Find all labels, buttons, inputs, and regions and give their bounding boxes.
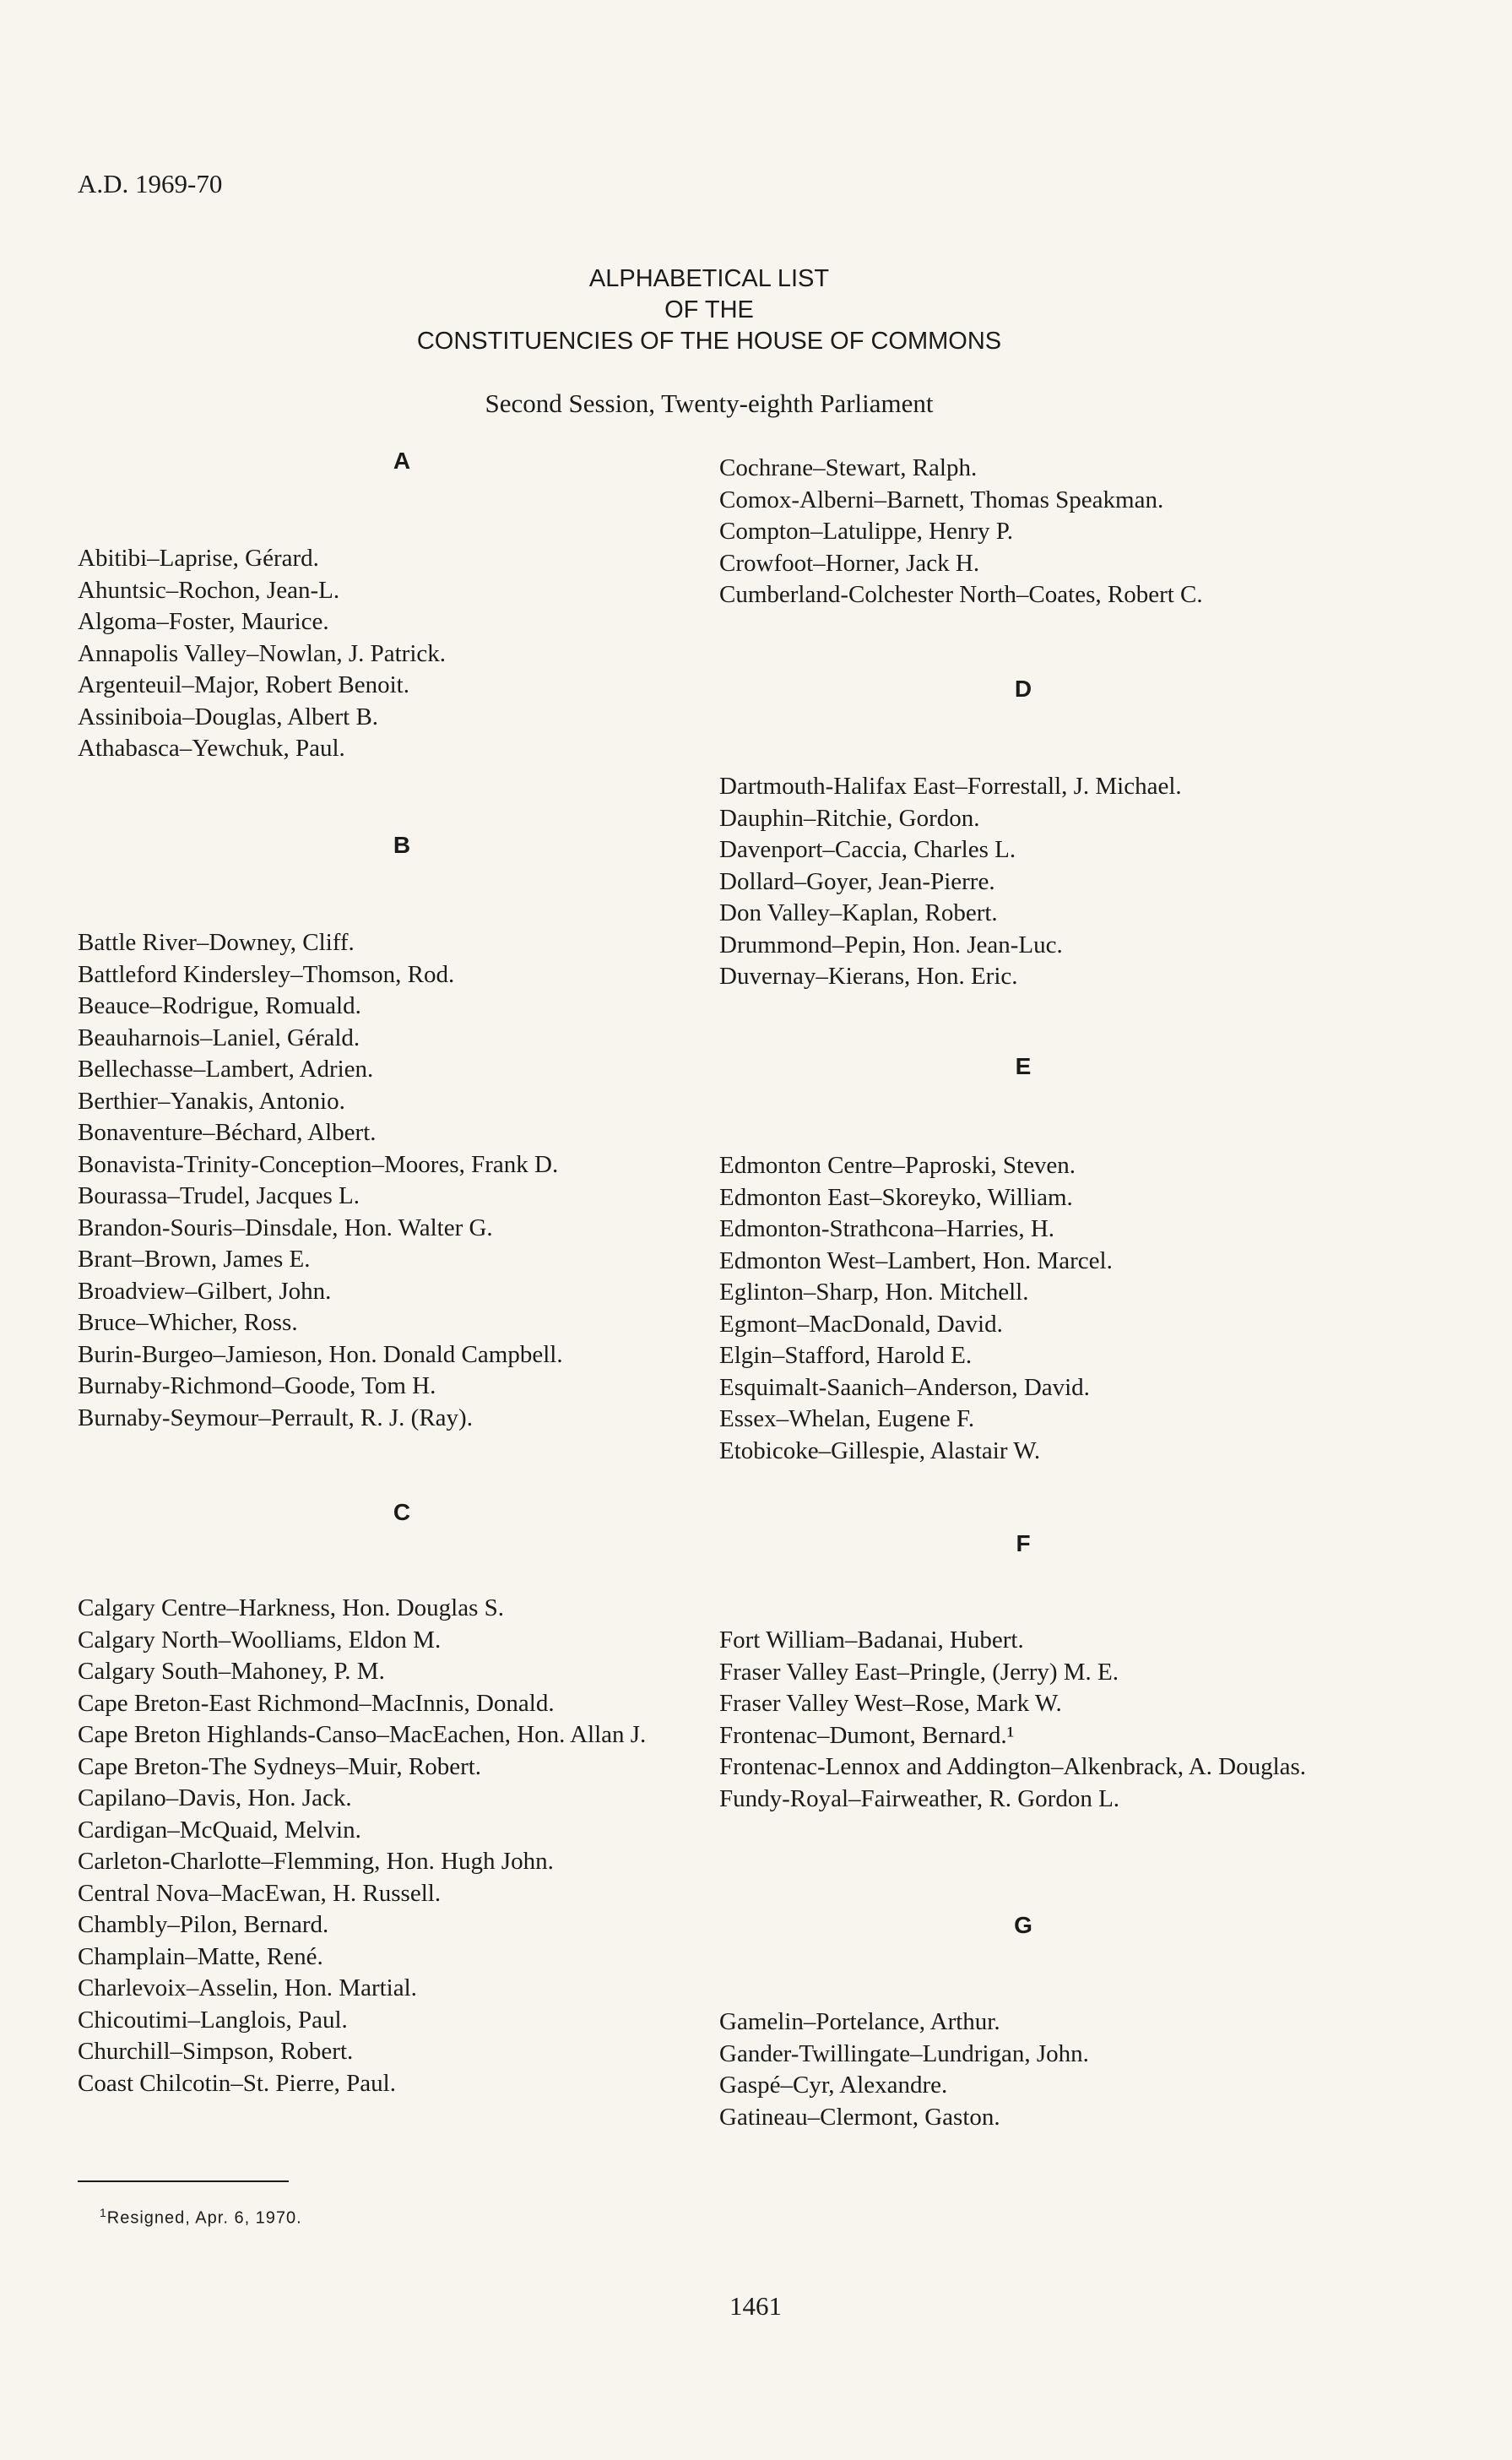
constituency-entry: Fundy-Royal–Fairweather, R. Gordon L. [719, 1784, 1120, 1812]
constituency-entry: Cape Breton-The Sydneys–Muir, Robert. [78, 1752, 482, 1780]
constituency-entry: Frontenac–Dumont, Bernard.¹ [719, 1721, 1015, 1749]
constituency-entry: Bellechasse–Lambert, Adrien. [78, 1056, 374, 1083]
constituency-entry: Davenport–Caccia, Charles L. [719, 836, 1016, 863]
constituency-entry: Assiniboia–Douglas, Albert B. [78, 703, 379, 730]
section-letter-g: G [1014, 1912, 1032, 1938]
constituency-entry: Fraser Valley West–Rose, Mark W. [719, 1690, 1062, 1717]
constituency-entry: Dartmouth-Halifax East–Forrestall, J. Michael. [719, 773, 1182, 800]
constituency-entry: Abitibi–Laprise, Gérard. [78, 545, 319, 572]
entry-list-b [78, 927, 719, 1434]
constituency-entry: Bourassa–Trudel, Jacques L. [78, 1182, 360, 1209]
constituency-entry: Don Valley–Kaplan, Robert. [719, 899, 998, 926]
constituency-entry: Eglinton–Sharp, Hon. Mitchell. [719, 1279, 1029, 1306]
constituency-entry: Calgary North–Woolliams, Eldon M. [78, 1626, 442, 1654]
footnote-marker: 1 [100, 2206, 107, 2219]
constituency-entry: Edmonton West–Lambert, Hon. Marcel. [719, 1246, 1113, 1274]
entry-list-d [719, 771, 1445, 993]
constituency-entry: Egmont–MacDonald, David. [719, 1310, 1003, 1338]
constituency-entry: Champlain–Matte, René. [78, 1942, 323, 1970]
constituency-entry: Edmonton Centre–Paproski, Steven. [719, 1152, 1076, 1179]
constituency-entry: Coast Chilcotin–St. Pierre, Paul. [78, 2069, 396, 2097]
section-letter-c: C [393, 1499, 411, 1525]
constituency-entry: Brant–Brown, James E. [78, 1246, 311, 1273]
title-line-3: CONSTITUENCIES OF THE HOUSE OF COMMONS [416, 328, 1002, 355]
constituency-entry: Crowfoot–Horner, Jack H. [719, 549, 980, 577]
entry-list-f [719, 1625, 1445, 1815]
constituency-entry: Chambly–Pilon, Bernard. [78, 1911, 329, 1938]
footnote-text: Resigned, Apr. 6, 1970. [106, 2208, 302, 2228]
constituency-entry: Edmonton East–Skoreyko, William. [719, 1183, 1073, 1211]
constituency-entry: Carleton-Charlotte–Flemming, Hon. Hugh John. [78, 1848, 554, 1875]
constituency-entry: Calgary Centre–Harkness, Hon. Douglas S. [78, 1594, 504, 1621]
document-title [321, 263, 1097, 357]
constituency-entry: Dauphin–Ritchie, Gordon. [719, 804, 980, 832]
constituency-entry: Burnaby-Seymour–Perrault, R. J. (Ray). [78, 1404, 473, 1431]
constituency-entry: Bonaventure–Béchard, Albert. [78, 1119, 377, 1146]
constituency-entry: Bruce–Whicher, Ross. [78, 1309, 298, 1336]
constituency-entry: Burnaby-Richmond–Goode, Tom H. [78, 1372, 436, 1399]
constituency-entry: Gamelin–Portelance, Arthur. [719, 2008, 1000, 2035]
constituency-entry: Cardigan–McQuaid, Melvin. [78, 1816, 361, 1844]
constituency-entry: Capilano–Davis, Hon. Jack. [78, 1784, 352, 1811]
page-number: 1461 [729, 2291, 782, 2321]
constituency-entry: Dollard–Goyer, Jean-Pierre. [719, 867, 995, 895]
constituency-entry: Annapolis Valley–Nowlan, J. Patrick. [78, 639, 447, 667]
constituency-entry: Broadview–Gilbert, John. [78, 1277, 332, 1305]
session-subtitle: Second Session, Twenty-eighth Parliament [485, 388, 934, 418]
constituency-entry: Ahuntsic–Rochon, Jean-L. [78, 576, 340, 604]
section-letter-e: E [1015, 1053, 1032, 1079]
constituency-entry: Gander-Twillingate–Lundrigan, John. [719, 2039, 1089, 2067]
footnote-rule [78, 2180, 289, 2182]
constituency-entry: Battle River–Downey, Cliff. [78, 929, 355, 956]
constituency-entry: Bonavista-Trinity-Conception–Moores, Frank D. [78, 1150, 559, 1178]
constituency-entry: Esquimalt-Saanich–Anderson, David. [719, 1373, 1090, 1401]
constituency-entry: Cape Breton Highlands-Canso–MacEachen, Hon. Allan J. [78, 1721, 647, 1748]
constituency-entry: Fraser Valley East–Pringle, (Jerry) M. E. [719, 1658, 1119, 1686]
entry-list-c-continued [719, 453, 1445, 611]
constituency-entry: Calgary South–Mahoney, P. M. [78, 1658, 385, 1685]
constituency-entry: Athabasca–Yewchuk, Paul. [78, 735, 345, 762]
entry-list-a [78, 543, 719, 765]
title-line-1: ALPHABETICAL LIST [588, 265, 830, 292]
constituency-entry: Argenteuil–Major, Robert Benoit. [78, 671, 409, 698]
constituency-entry: Drummond–Pepin, Hon. Jean-Luc. [719, 931, 1063, 958]
entry-list-g [719, 2007, 1445, 2133]
constituency-entry: Comox-Alberni–Barnett, Thomas Speakman. [719, 486, 1164, 513]
entry-list-e [719, 1150, 1445, 1467]
constituency-entry: Gaspé–Cyr, Alexandre. [719, 2072, 948, 2099]
constituency-entry: Duvernay–Kierans, Hon. Eric. [719, 963, 1018, 990]
constituency-entry: Charlevoix–Asselin, Hon. Martial. [78, 1974, 417, 2001]
footnote [100, 2206, 302, 2229]
section-letter-d: D [1014, 676, 1032, 702]
constituency-entry: Cumberland-Colchester North–Coates, Robert C. [719, 581, 1203, 608]
constituency-entry: Etobicoke–Gillespie, Alastair W. [719, 1436, 1041, 1464]
constituency-entry: Beauce–Rodrigue, Romuald. [78, 992, 361, 1019]
constituency-entry: Brandon-Souris–Dinsdale, Hon. Walter G. [78, 1214, 493, 1241]
constituency-entry: Cochrane–Stewart, Ralph. [719, 454, 978, 481]
constituency-entry: Essex–Whelan, Eugene F. [719, 1405, 975, 1432]
section-letter-a: A [393, 448, 411, 474]
constituency-entry: Compton–Latulippe, Henry P. [719, 518, 1013, 545]
constituency-entry: Edmonton-Strathcona–Harries, H. [719, 1215, 1055, 1242]
entry-list-c [78, 1593, 719, 2099]
section-letter-f: F [1016, 1530, 1031, 1556]
constituency-entry: Elgin–Stafford, Harold E. [719, 1342, 973, 1369]
constituency-entry: Battleford Kindersley–Thomson, Rod. [78, 960, 455, 988]
constituency-entry: Churchill–Simpson, Robert. [78, 2038, 354, 2065]
constituency-entry: Berthier–Yanakis, Antonio. [78, 1087, 345, 1115]
constituency-entry: Central Nova–MacEwan, H. Russell. [78, 1879, 442, 1907]
constituency-entry: Gatineau–Clermont, Gaston. [719, 2103, 1000, 2131]
constituency-entry: Fort William–Badanai, Hubert. [719, 1626, 1024, 1654]
constituency-entry: Beauharnois–Laniel, Gérald. [78, 1024, 360, 1051]
constituency-entry: Frontenac-Lennox and Addington–Alkenbrack, A. Douglas. [719, 1753, 1307, 1780]
page-date: A.D. 1969-70 [78, 169, 223, 198]
title-line-2: OF THE [664, 296, 754, 323]
constituency-entry: Cape Breton-East Richmond–MacInnis, Donald. [78, 1689, 555, 1717]
constituency-entry: Chicoutimi–Langlois, Paul. [78, 2006, 348, 2034]
constituency-entry: Burin-Burgeo–Jamieson, Hon. Donald Campbell. [78, 1340, 563, 1368]
section-letter-b: B [393, 832, 411, 858]
constituency-entry: Algoma–Foster, Maurice. [78, 608, 329, 635]
